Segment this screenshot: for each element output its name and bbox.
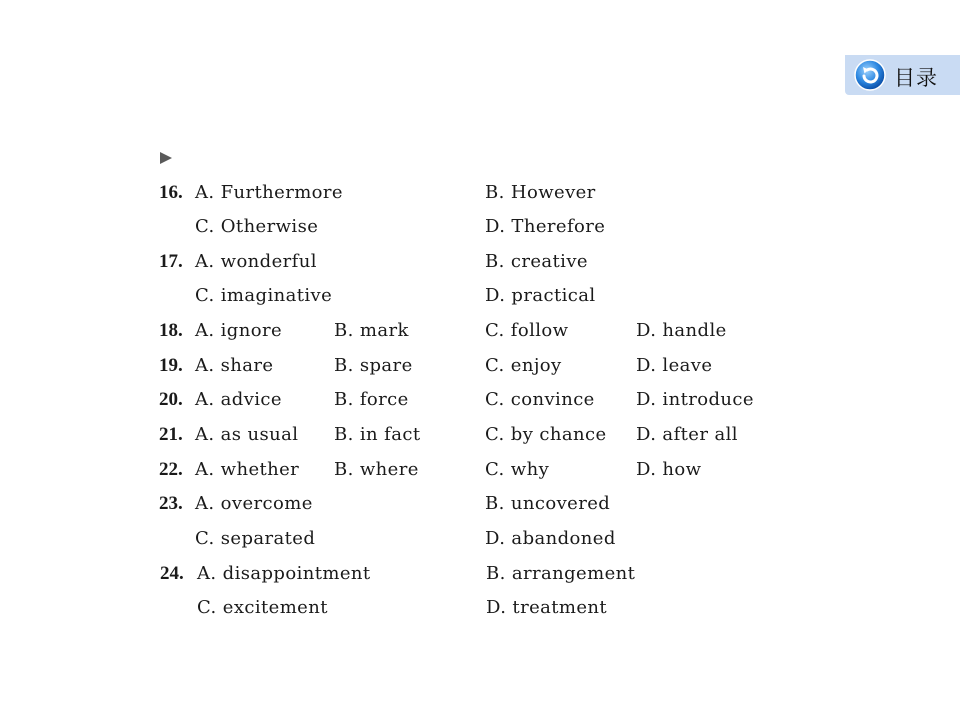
option-c[interactable]: C. follow [485, 320, 569, 341]
question-number: 24. [160, 563, 184, 584]
option-a[interactable]: A. whether [195, 459, 300, 480]
question-row [0, 563, 960, 593]
option-d[interactable]: D. after all [636, 424, 738, 445]
option-c[interactable]: C. excitement [197, 597, 328, 618]
option-b[interactable]: B. However [485, 182, 596, 203]
question-row-continued [0, 285, 960, 315]
question-number: 16. [159, 182, 183, 203]
option-b[interactable]: B. spare [334, 355, 413, 376]
option-d[interactable]: D. practical [485, 285, 596, 306]
question-row [0, 459, 960, 489]
question-number: 23. [159, 493, 183, 514]
option-c[interactable]: C. convince [485, 389, 595, 410]
question-row [0, 355, 960, 385]
question-row [0, 389, 960, 419]
option-a[interactable]: A. overcome [195, 493, 313, 514]
option-c[interactable]: C. by chance [485, 424, 607, 445]
question-row-continued [0, 597, 960, 627]
question-row [0, 493, 960, 523]
question-number: 21. [159, 424, 183, 445]
option-b[interactable]: B. where [334, 459, 419, 480]
option-c[interactable]: C. Otherwise [195, 216, 319, 237]
option-c[interactable]: C. why [485, 459, 550, 480]
question-row-continued [0, 528, 960, 558]
option-b[interactable]: B. force [334, 389, 409, 410]
option-d[interactable]: D. Therefore [485, 216, 606, 237]
question-number: 18. [159, 320, 183, 341]
option-a[interactable]: A. ignore [195, 320, 283, 341]
option-d[interactable]: D. leave [636, 355, 713, 376]
option-a[interactable]: A. wonderful [195, 251, 317, 272]
question-row [0, 182, 960, 212]
option-d[interactable]: D. treatment [486, 597, 608, 618]
option-c[interactable]: C. imaginative [195, 285, 333, 306]
return-arrow-icon [854, 59, 886, 91]
question-row [0, 251, 960, 281]
option-b[interactable]: B. arrangement [486, 563, 636, 584]
question-number: 17. [159, 251, 183, 272]
question-row [0, 424, 960, 454]
option-d[interactable]: D. handle [636, 320, 727, 341]
option-a[interactable]: A. Furthermore [195, 182, 343, 203]
option-b[interactable]: B. in fact [334, 424, 421, 445]
option-b[interactable]: B. mark [334, 320, 409, 341]
option-a[interactable]: A. share [195, 355, 274, 376]
question-number: 20. [159, 389, 183, 410]
option-d[interactable]: D. introduce [636, 389, 754, 410]
option-c[interactable]: C. enjoy [485, 355, 562, 376]
question-row [0, 320, 960, 350]
toc-label: 目录 [894, 66, 938, 90]
question-number: 19. [159, 355, 183, 376]
option-d[interactable]: D. how [636, 459, 702, 480]
option-b[interactable]: B. creative [485, 251, 588, 272]
play-marker-icon [159, 151, 173, 165]
option-a[interactable]: A. as usual [195, 424, 299, 445]
option-a[interactable]: A. advice [195, 389, 282, 410]
toc-button[interactable] [845, 55, 960, 95]
option-b[interactable]: B. uncovered [485, 493, 611, 514]
option-c[interactable]: C. separated [195, 528, 316, 549]
question-row-continued [0, 216, 960, 246]
option-a[interactable]: A. disappointment [197, 563, 371, 584]
option-d[interactable]: D. abandoned [485, 528, 616, 549]
question-number: 22. [159, 459, 183, 480]
